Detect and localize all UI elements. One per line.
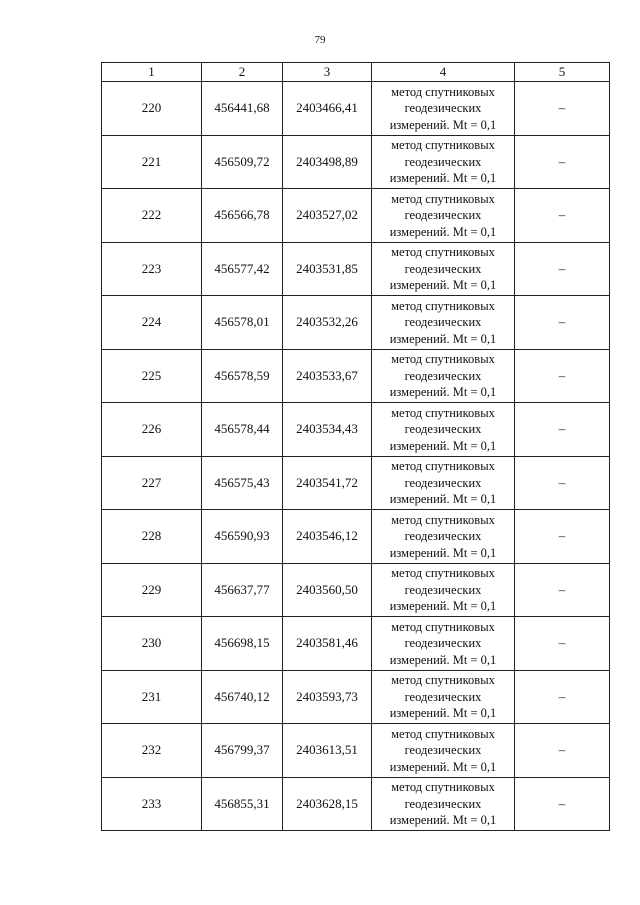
method-line: метод спутниковых	[391, 84, 495, 99]
x-coordinate-cell: 456698,15	[202, 617, 283, 671]
table-row	[102, 403, 610, 457]
y-coordinate-cell: 2403527,02	[283, 189, 372, 243]
point-number-cell: 220	[102, 82, 202, 136]
table-row	[102, 349, 610, 403]
method-line: геодезических	[404, 315, 482, 329]
method-line: геодезических	[404, 636, 482, 650]
point-number-cell: 231	[102, 670, 202, 724]
method-line: геодезических	[404, 743, 482, 757]
method-line: измерений. Mt = 0,1	[389, 224, 497, 239]
y-coordinate-cell: 2403581,46	[283, 617, 372, 671]
x-coordinate-cell: 456590,93	[202, 510, 283, 564]
method-line: метод спутниковых	[391, 405, 495, 420]
method-cell	[372, 670, 515, 724]
method-line: измерений. Mt = 0,1	[389, 652, 497, 667]
y-coordinate-cell: 2403534,43	[283, 403, 372, 457]
table-row	[102, 456, 610, 510]
method-cell	[372, 403, 515, 457]
note-cell: –	[515, 777, 610, 831]
table-body	[102, 82, 610, 831]
method-line: геодезических	[404, 208, 482, 222]
point-number-cell: 223	[102, 242, 202, 296]
method-line: метод спутниковых	[391, 298, 495, 313]
method-line: геодезических	[404, 475, 482, 490]
table-row	[102, 82, 610, 136]
method-line: метод спутниковых	[391, 619, 495, 634]
column-header: 3	[283, 63, 372, 82]
column-header: 4	[372, 63, 515, 82]
y-coordinate-cell: 2403533,67	[283, 349, 372, 403]
table-row	[102, 563, 610, 617]
method-line: геодезических	[404, 101, 482, 115]
method-line: метод спутниковых	[391, 726, 495, 741]
method-line: измерений. Mt = 0,1	[389, 278, 497, 292]
point-number-cell: 226	[102, 403, 202, 457]
method-line: измерений. Mt = 0,1	[389, 438, 497, 453]
y-coordinate-cell: 2403466,41	[283, 82, 372, 136]
x-coordinate-cell: 456441,68	[202, 82, 283, 136]
point-number-cell: 230	[102, 617, 202, 671]
method-cell	[372, 82, 515, 136]
note-cell: –	[515, 456, 610, 510]
x-coordinate-cell: 456637,77	[202, 563, 283, 617]
method-cell	[372, 724, 515, 778]
y-coordinate-cell: 2403531,85	[283, 242, 372, 296]
method-line: измерений. Mt = 0,1	[389, 331, 497, 346]
column-header: 5	[515, 63, 610, 82]
method-line: геодезических	[404, 796, 482, 811]
method-line: измерений. Mt = 0,1	[389, 117, 497, 132]
note-cell: –	[515, 403, 610, 457]
table-row	[102, 296, 610, 350]
method-cell	[372, 296, 515, 350]
method-line: метод спутниковых	[391, 352, 495, 366]
note-cell: –	[515, 724, 610, 778]
x-coordinate-cell: 456566,78	[202, 189, 283, 243]
method-line: измерений. Mt = 0,1	[389, 599, 497, 613]
x-coordinate-cell: 456577,42	[202, 242, 283, 296]
y-coordinate-cell: 2403613,51	[283, 724, 372, 778]
y-coordinate-cell: 2403628,15	[283, 777, 372, 831]
method-line: геодезических	[404, 154, 482, 169]
method-cell	[372, 349, 515, 403]
method-line: измерений. Mt = 0,1	[389, 492, 497, 506]
method-cell	[372, 242, 515, 296]
note-cell: –	[515, 617, 610, 671]
column-header: 1	[102, 63, 202, 82]
y-coordinate-cell: 2403560,50	[283, 563, 372, 617]
method-line: измерений. Mt = 0,1	[389, 706, 497, 720]
method-line: геодезических	[404, 582, 482, 597]
method-line: метод спутниковых	[391, 512, 495, 527]
note-cell: –	[515, 82, 610, 136]
method-line: геодезических	[404, 261, 482, 276]
point-number-cell: 232	[102, 724, 202, 778]
y-coordinate-cell: 2403593,73	[283, 670, 372, 724]
method-line: измерений. Mt = 0,1	[389, 385, 497, 399]
method-line: геодезических	[404, 689, 482, 704]
point-number-cell: 228	[102, 510, 202, 564]
x-coordinate-cell: 456578,44	[202, 403, 283, 457]
method-line: метод спутниковых	[391, 566, 495, 580]
method-cell	[372, 189, 515, 243]
note-cell: –	[515, 670, 610, 724]
method-line: измерений. Mt = 0,1	[389, 759, 497, 774]
method-line: метод спутниковых	[391, 459, 495, 473]
note-cell: –	[515, 510, 610, 564]
table-row	[102, 617, 610, 671]
x-coordinate-cell: 456855,31	[202, 777, 283, 831]
method-line: измерений. Mt = 0,1	[389, 171, 497, 185]
method-line: измерений. Mt = 0,1	[389, 813, 497, 827]
x-coordinate-cell: 456575,43	[202, 456, 283, 510]
table-row	[102, 189, 610, 243]
method-cell	[372, 135, 515, 189]
table-row	[102, 510, 610, 564]
method-line: метод спутниковых	[391, 780, 495, 794]
table-row	[102, 242, 610, 296]
point-number-cell: 221	[102, 135, 202, 189]
y-coordinate-cell: 2403546,12	[283, 510, 372, 564]
x-coordinate-cell: 456740,12	[202, 670, 283, 724]
x-coordinate-cell: 456509,72	[202, 135, 283, 189]
table-row	[102, 135, 610, 189]
method-line: метод спутниковых	[391, 138, 495, 152]
x-coordinate-cell: 456799,37	[202, 724, 283, 778]
x-coordinate-cell: 456578,59	[202, 349, 283, 403]
point-number-cell: 224	[102, 296, 202, 350]
page-number: 79	[314, 34, 326, 46]
note-cell: –	[515, 189, 610, 243]
note-cell: –	[515, 135, 610, 189]
x-coordinate-cell: 456578,01	[202, 296, 283, 350]
note-cell: –	[515, 296, 610, 350]
point-number-cell: 229	[102, 563, 202, 617]
method-cell	[372, 617, 515, 671]
method-cell	[372, 456, 515, 510]
table-row	[102, 724, 610, 778]
point-number-cell: 227	[102, 456, 202, 510]
table-header-row	[102, 63, 610, 82]
method-cell	[372, 510, 515, 564]
method-cell	[372, 777, 515, 831]
note-cell: –	[515, 242, 610, 296]
y-coordinate-cell: 2403541,72	[283, 456, 372, 510]
method-line: геодезических	[404, 368, 482, 383]
method-line: метод спутниковых	[391, 191, 495, 206]
note-cell: –	[515, 563, 610, 617]
point-number-cell: 222	[102, 189, 202, 243]
coordinates-table	[101, 62, 610, 831]
column-header: 2	[202, 63, 283, 82]
method-line: измерений. Mt = 0,1	[389, 545, 497, 560]
note-cell: –	[515, 349, 610, 403]
method-line: геодезических	[404, 422, 482, 436]
method-line: метод спутниковых	[391, 245, 495, 259]
method-line: метод спутниковых	[391, 673, 495, 687]
y-coordinate-cell: 2403498,89	[283, 135, 372, 189]
point-number-cell: 225	[102, 349, 202, 403]
point-number-cell: 233	[102, 777, 202, 831]
table-row	[102, 777, 610, 831]
table-row	[102, 670, 610, 724]
method-cell	[372, 563, 515, 617]
method-line: геодезических	[404, 529, 482, 543]
y-coordinate-cell: 2403532,26	[283, 296, 372, 350]
